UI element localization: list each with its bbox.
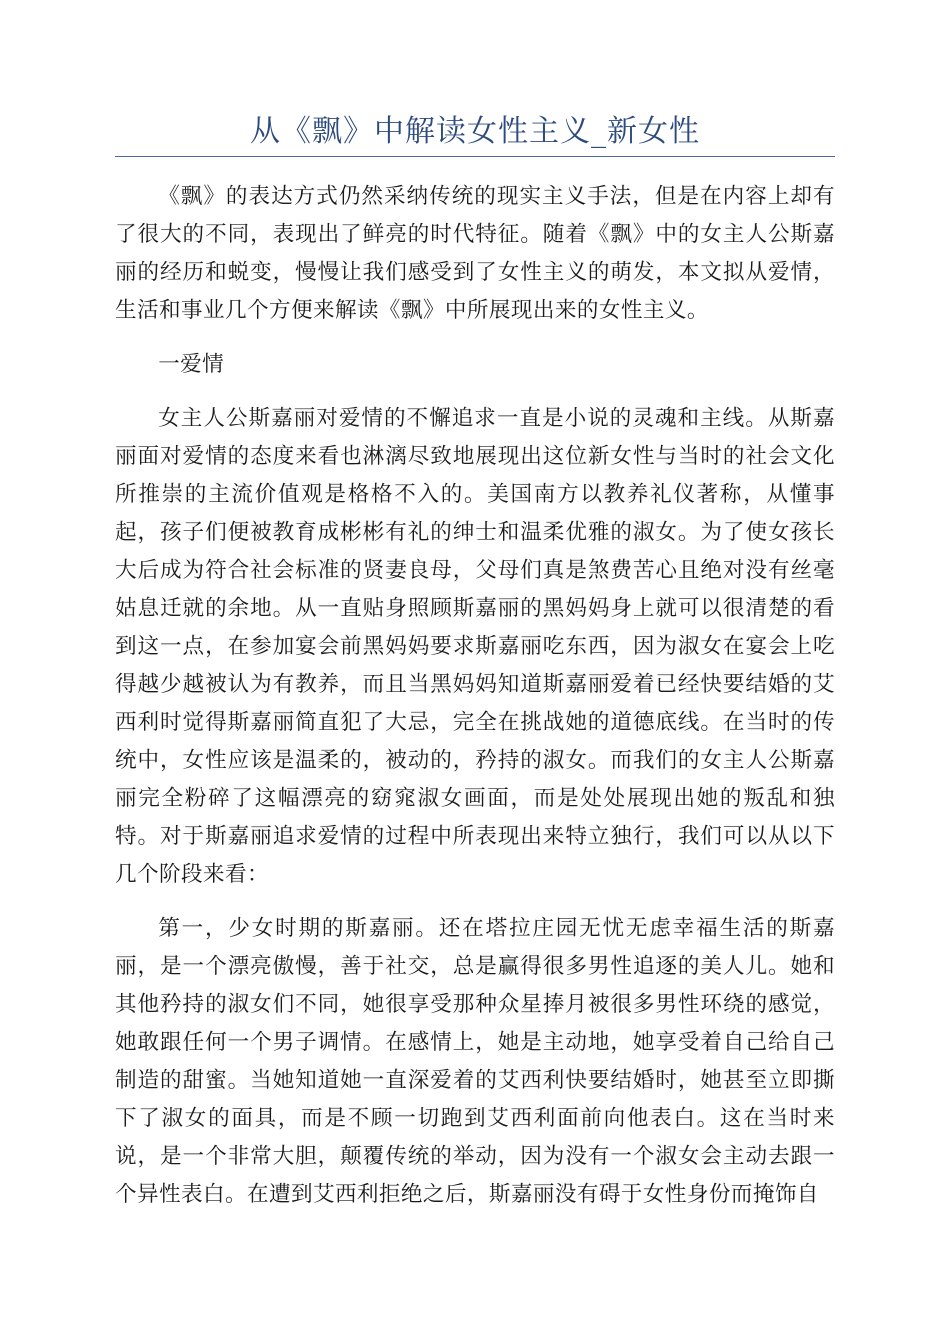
document-title: 从《飘》中解读女性主义_新女性 [250, 114, 700, 149]
section-heading-love: 一爱情 [158, 352, 225, 377]
intro-paragraph: 《飘》的表达方式仍然采纳传统的现实主义手法，但是在内容上却有了很大的不同，表现出了鲜亮的时代特征。随着《飘》中的女主人公斯嘉丽的经历和蜕变，慢慢让我们感受到了女性主义的萌发，本文拟从爱情，生活和事业几个方便来解读《飘》中所展现出来的女性主义。 [115, 184, 835, 323]
title-underline [115, 156, 835, 157]
document-body [115, 178, 835, 1230]
stage-one-paragraph: 第一，少女时期的斯嘉丽。还在塔拉庄园无忧无虑幸福生活的斯嘉丽，是一个漂亮傲慢，善于社交，总是赢得很多男性追逐的美人儿。她和其他矜持的淑女们不同，她很享受那种众星捧月被很多男性环绕的感觉，她敢跟任何一个男子调情。在感情上，她是主动地，她享受着自己给自己制造的甜蜜。当她知道她一直深爱着的艾西利快要结婚时，她甚至立即撕下了淑女的面具，而是不顾一切跑到艾西利面前向他表白。这在当时来说，是一个非常大胆，颠覆传统的举动，因为没有一个淑女会主动去跟一个异性表白。在遭到艾西利拒绝之后，斯嘉丽没有碍于女性身份而掩饰自 [115, 916, 835, 1207]
love-paragraph: 女主人公斯嘉丽对爱情的不懈追求一直是小说的灵魂和主线。从斯嘉丽面对爱情的态度来看也淋漓尽致地展现出这位新女性与当时的社会文化所推崇的主流价值观是格格不入的。美国南方以教养礼仪著称，从懂事起，孩子们便被教育成彬彬有礼的绅士和温柔优雅的淑女。为了使女孩长大后成为符合社会标准的贤妻良母，父母们真是煞费苦心且绝对没有丝毫姑息迁就的余地。从一直贴身照顾斯嘉丽的黑妈妈身上就可以很清楚的看到这一点，在参加宴会前黑妈妈要求斯嘉丽吃东西，因为淑女在宴会上吃得越少越被认为有教养，而且当黑妈妈知道斯嘉丽爱着已经快要结婚的艾西利时觉得斯嘉丽简直犯了大忌，完全在挑战她的道德底线。在当时的传统中，女性应该是温柔的，被动的，矜持的淑女。而我们的女主人公斯嘉丽完全粉碎了这幅漂亮的窈窕淑女画面，而是处处展现出她的叛乱和独特。对于斯嘉丽追求爱情的过程中所表现出来特立独行，我们可以从以下几个阶段来看： [115, 406, 835, 887]
